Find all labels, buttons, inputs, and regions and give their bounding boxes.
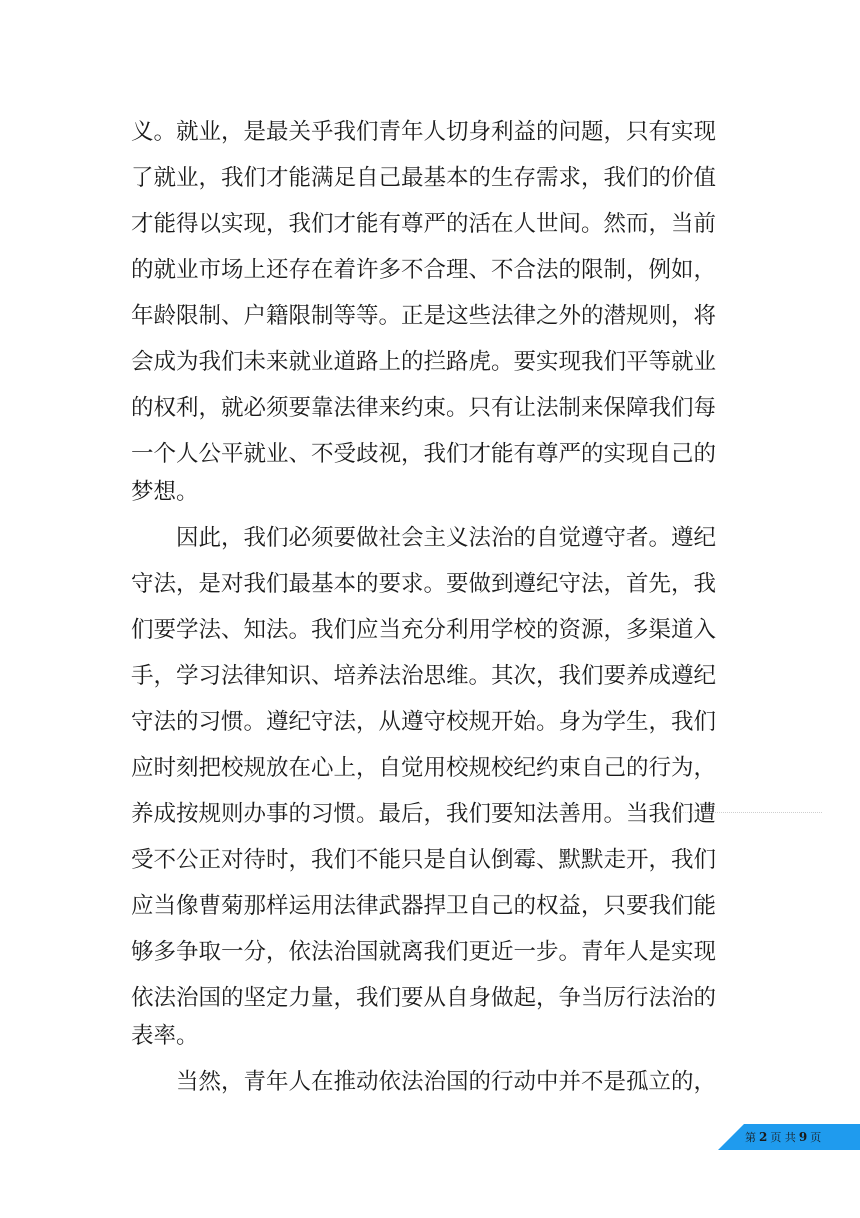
- text-line: 当然，青年人在推动依法治国的行动中并不是孤立的，: [176, 1069, 717, 1095]
- text-line: 年龄限制、户籍限制等等。正是这些法律之外的潜规则，将: [131, 303, 717, 329]
- text-line: 一个人公平就业、不受歧视，我们才能有尊严的实现自己的: [131, 441, 717, 467]
- text-line: 们要学法、知法。我们应当充分利用学校的资源，多渠道入: [131, 617, 717, 643]
- text-line: 手，学习法律知识、培养法治思维。其次，我们要养成遵纪: [131, 663, 717, 689]
- text-line: 依法治国的坚定力量，我们要从自身做起，争当厉行法治的: [131, 985, 717, 1011]
- page-prefix: 第: [745, 1131, 756, 1144]
- current-page-number: 2: [759, 1130, 768, 1144]
- text-line: 养成按规则办事的习惯。最后，我们要知法善用。当我们遭: [131, 801, 717, 827]
- page-middle: 页 共: [770, 1131, 796, 1144]
- text-line: 才能得以实现，我们才能有尊严的活在人世间。然而，当前: [131, 211, 717, 237]
- text-line: 应时刻把校规放在心上，自觉用校规校纪约束自己的行为，: [131, 755, 717, 781]
- text-line: 因此，我们必须要做社会主义法治的自觉遵守者。遵纪: [176, 525, 717, 551]
- text-line: 的权利，就必须要靠法律来约束。只有让法制来保障我们每: [131, 395, 717, 421]
- text-line: 应当像曹菊那样运用法律武器捍卫自己的权益，只要我们能: [131, 893, 717, 919]
- total-pages-number: 9: [798, 1130, 808, 1144]
- text-line: 梦想。: [131, 479, 199, 505]
- page-suffix: 页: [810, 1131, 822, 1144]
- text-line: 了就业，我们才能满足自己最基本的生存需求，我们的价值: [131, 165, 717, 191]
- text-line: 够多争取一分，依法治国就离我们更近一步。青年人是实现: [131, 939, 717, 965]
- text-line: 受不公正对待时，我们不能只是自认倒霉、默默走开，我们: [131, 847, 717, 873]
- text-line: 守法，是对我们最基本的要求。要做到遵纪守法，首先，我: [131, 571, 717, 597]
- text-line: 表率。: [131, 1023, 199, 1049]
- page-indicator: [742, 1124, 824, 1150]
- text-line: 义。就业，是最关乎我们青年人切身利益的问题，只有实现: [131, 119, 717, 145]
- text-line: 的就业市场上还存在着许多不合理、不合法的限制，例如，: [131, 257, 717, 283]
- margin-dotted-rule: [672, 812, 822, 813]
- text-line: 会成为我们未来就业道路上的拦路虎。要实现我们平等就业: [131, 349, 717, 375]
- text-line: 守法的习惯。遵纪守法，从遵守校规开始。身为学生，我们: [131, 709, 717, 735]
